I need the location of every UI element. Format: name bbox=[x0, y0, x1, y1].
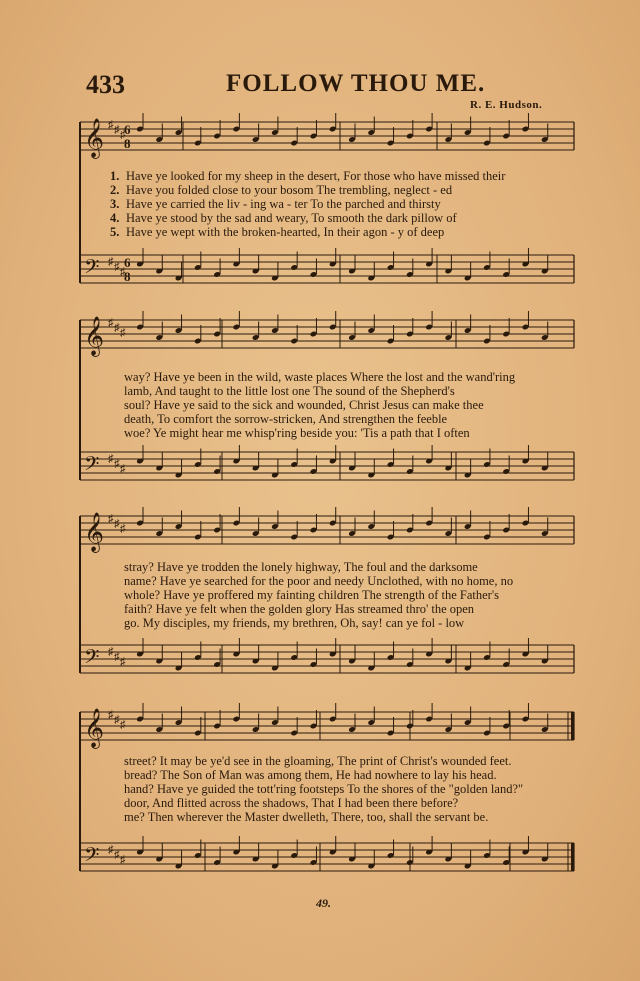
system-1-sharp: ♯ bbox=[120, 266, 126, 278]
lyric-line: door, And flitted across the shadows, That I had been there before? bbox=[124, 796, 459, 810]
system-4-treble-clef: 𝄞 bbox=[84, 708, 105, 748]
time-signature-top: 6 bbox=[124, 122, 131, 137]
lyric-line: bread? The Son of Man was among them, He had nowhere to lay his head. bbox=[124, 768, 497, 782]
system-2-bass-clef: 𝄢 bbox=[84, 452, 100, 480]
lyric-line: way? Have ye been in the wild, waste places Where the lost and the wand'ring bbox=[124, 370, 516, 384]
system-2-sharp: ♯ bbox=[120, 327, 126, 339]
lyric-line: 5. Have ye wept with the broken-hearted, In their agon - y of deep bbox=[110, 225, 445, 239]
system-1-sharp: ♯ bbox=[114, 124, 120, 136]
system-3-sharp: ♯ bbox=[120, 656, 126, 668]
system-3-sharp: ♯ bbox=[114, 651, 120, 663]
lyric-line: name? Have ye searched for the poor and needy Unclothed, with no home, no bbox=[124, 574, 514, 588]
final-barline-thick bbox=[571, 843, 574, 871]
system-3-sharp: ♯ bbox=[108, 646, 114, 658]
system-4-sharp: ♯ bbox=[120, 854, 126, 866]
system-4-sharp: ♯ bbox=[114, 849, 120, 861]
lyric-line: 4. Have ye stood by the sad and weary, To smooth the dark pillow of bbox=[110, 211, 457, 225]
lyric-line: 1. Have ye looked for my sheep in the desert, For those who have missed their bbox=[110, 169, 506, 183]
system-3-sharp: ♯ bbox=[108, 513, 114, 525]
composer-credit: R. E. Hudson. bbox=[470, 99, 543, 111]
system-1-sharp: ♯ bbox=[108, 119, 114, 131]
lyric-line: go. My disciples, my friends, my brethren, Oh, say! can ye fol - low bbox=[124, 616, 465, 630]
page-number: 49. bbox=[316, 896, 331, 910]
system-4-sharp: ♯ bbox=[120, 719, 126, 731]
hymn-title: FOLLOW THOU ME. bbox=[226, 70, 486, 97]
lyric-line: woe? Ye might hear me whisp'ring beside you: 'Tis a path that I often bbox=[124, 426, 470, 440]
lyric-line: whole? Have ye proffered my fainting children The strength of the Father's bbox=[124, 588, 499, 602]
system-3-treble-clef: 𝄞 bbox=[84, 512, 105, 552]
time-signature-top: 6 bbox=[124, 255, 131, 270]
system-4-sharp: ♯ bbox=[114, 714, 120, 726]
lyric-line: street? It may be ye'd see in the gloaming, The print of Christ's wounded feet. bbox=[124, 754, 512, 768]
system-2-sharp: ♯ bbox=[108, 317, 114, 329]
system-1-sharp: ♯ bbox=[108, 256, 114, 268]
system-4-sharp: ♯ bbox=[108, 709, 114, 721]
system-2-sharp: ♯ bbox=[114, 322, 120, 334]
system-3-sharp: ♯ bbox=[114, 518, 120, 530]
system-2-sharp: ♯ bbox=[114, 458, 120, 470]
lyric-line: 3. Have ye carried the liv - ing wa - ter To the parched and thirsty bbox=[110, 197, 441, 211]
system-4-bass-clef: 𝄢 bbox=[84, 843, 100, 871]
lyric-line: stray? Have ye trodden the lonely highway, The foul and the darksome bbox=[124, 560, 478, 574]
lyric-line: lamb, And taught to the little lost one The sound of the Shepherd's bbox=[124, 384, 455, 398]
lyric-line: hand? Have ye guided the tott'ring footsteps To the shores of the "golden land?" bbox=[124, 782, 524, 796]
time-signature-bottom: 8 bbox=[124, 136, 131, 151]
final-barline-thick bbox=[571, 712, 574, 740]
lyric-line: soul? Have ye said to the sick and wounded, Christ Jesus can make thee bbox=[124, 398, 484, 412]
system-3-sharp: ♯ bbox=[120, 523, 126, 535]
system-1-treble-clef: 𝄞 bbox=[84, 118, 105, 158]
system-2-sharp: ♯ bbox=[108, 453, 114, 465]
system-2-sharp: ♯ bbox=[120, 463, 126, 475]
lyric-line: 2. Have you folded close to your bosom The trembling, neglect - ed bbox=[110, 183, 453, 197]
system-3-bass-clef: 𝄢 bbox=[84, 645, 100, 673]
hymn-number: 433 bbox=[86, 70, 125, 99]
time-signature-bottom: 8 bbox=[124, 269, 131, 284]
system-4-sharp: ♯ bbox=[108, 844, 114, 856]
lyric-line: me? Then wherever the Master dwelleth, There, too, shall the servant be. bbox=[124, 810, 489, 824]
lyric-line: death, To comfort the sorrow-stricken, And strengthen the feeble bbox=[124, 412, 448, 426]
system-1-bass-clef: 𝄢 bbox=[84, 255, 100, 283]
system-1-sharp: ♯ bbox=[114, 261, 120, 273]
system-2-treble-clef: 𝄞 bbox=[84, 316, 105, 356]
system-1-sharp: ♯ bbox=[120, 129, 126, 141]
lyric-line: faith? Have ye felt when the golden glory Has streamed thro' the open bbox=[124, 602, 475, 616]
